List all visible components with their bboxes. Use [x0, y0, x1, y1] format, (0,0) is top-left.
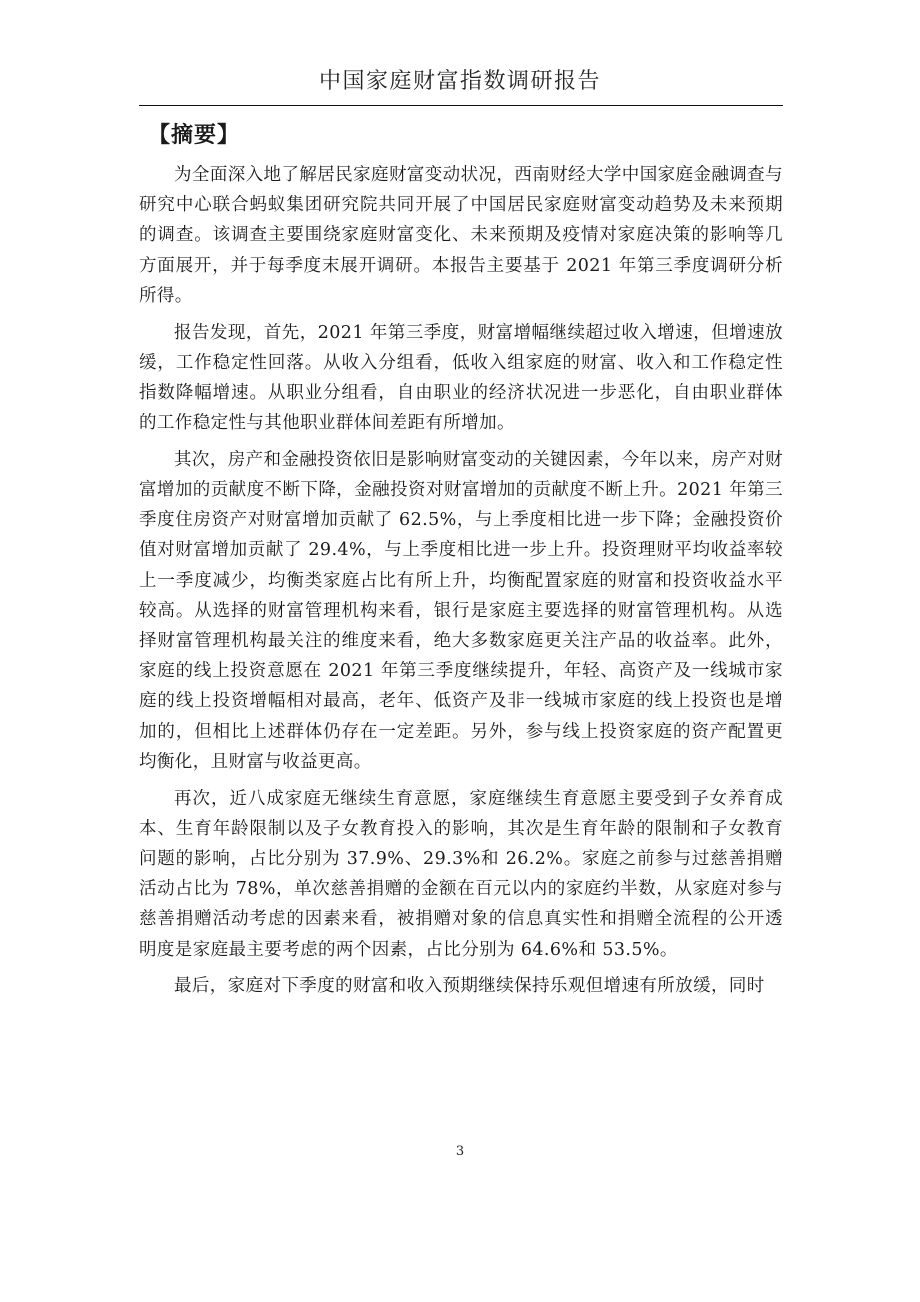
abstract-paragraph-4: 再次，近八成家庭无继续生育意愿，家庭继续生育意愿主要受到子女养育成本、生育年龄限制以及子女教育投入的影响，其次是生育年龄的限制和子女教育问题的影响，占比分别为 37.9%、29.3%和 26.2%。家庭之前参与过慈善捐赠活动占比为 78%，单次慈善捐赠的金额在百元以内的家庭约半数，从家庭对参与慈善捐赠活动考虑的因素来看，被捐赠对象的信息真实性和捐赠全流程的公开透明度是家庭最主要考虑的两个因素，占比分别为 64.6%和 53.5%。	[139, 788, 783, 960]
abstract-paragraph-1: 为全面深入地了解居民家庭财富变动状况，西南财经大学中国家庭金融调查与研究中心联合蚂蚁集团研究院共同开展了中国居民家庭财富变动趋势及未来预期的调查。该调查主要围绕家庭财富变化、未来预期及疫情对家庭决策的影响等几方面展开，并于每季度末展开调研。本报告主要基于 2021 年第三季度调研分析所得。	[139, 165, 783, 306]
abstract-paragraph-5: 最后，家庭对下季度的财富和收入预期继续保持乐观但增速有所放缓，同时	[174, 976, 765, 997]
page-number: 3	[455, 1144, 465, 1159]
abstract-heading: 【摘要】	[148, 122, 241, 148]
header-divider	[139, 105, 783, 106]
abstract-body	[139, 160, 783, 1008]
abstract-paragraph-3: 其次，房产和金融投资依旧是影响财富变动的关键因素，今年以来，房产对财富增加的贡献度不断下降，金融投资对财富增加的贡献度不断上升。2021 年第三季度住房资产对财富增加贡献了 62.5%，与上季度相比进一步下降；金融投资价值对财富增加贡献了 29.4%，与上季度相比进一步上升。投资理财平均收益率较上一季度减少，均衡类家庭占比有所上升，均衡配置家庭的财富和投资收益水平较高。从选择的财富管理机构来看，银行是家庭主要选择的财富管理机构。从选择财富管理机构最关注的维度来看，绝大多数家庭更关注产品的收益率。此外，家庭的线上投资意愿在 2021 年第三季度继续提升，年轻、高资产及一线城市家庭的线上投资增幅相对最高，老年、低资产及非一线城市家庭的线上投资也是增加的，但相比上述群体仍存在一定差距。另外，参与线上投资家庭的资产配置更均衡化，且财富与收益更高。	[139, 449, 783, 772]
report-header-title: 中国家庭财富指数调研报告	[318, 69, 601, 94]
abstract-paragraph-2: 报告发现，首先，2021 年第三季度，财富增幅继续超过收入增速，但增速放缓，工作稳定性回落。从收入分组看，低收入组家庭的财富、收入和工作稳定性指数降幅增速。从职业分组看，自由职业的经济状况进一步恶化，自由职业群体的工作稳定性与其他职业群体间差距有所增加。	[139, 322, 783, 434]
